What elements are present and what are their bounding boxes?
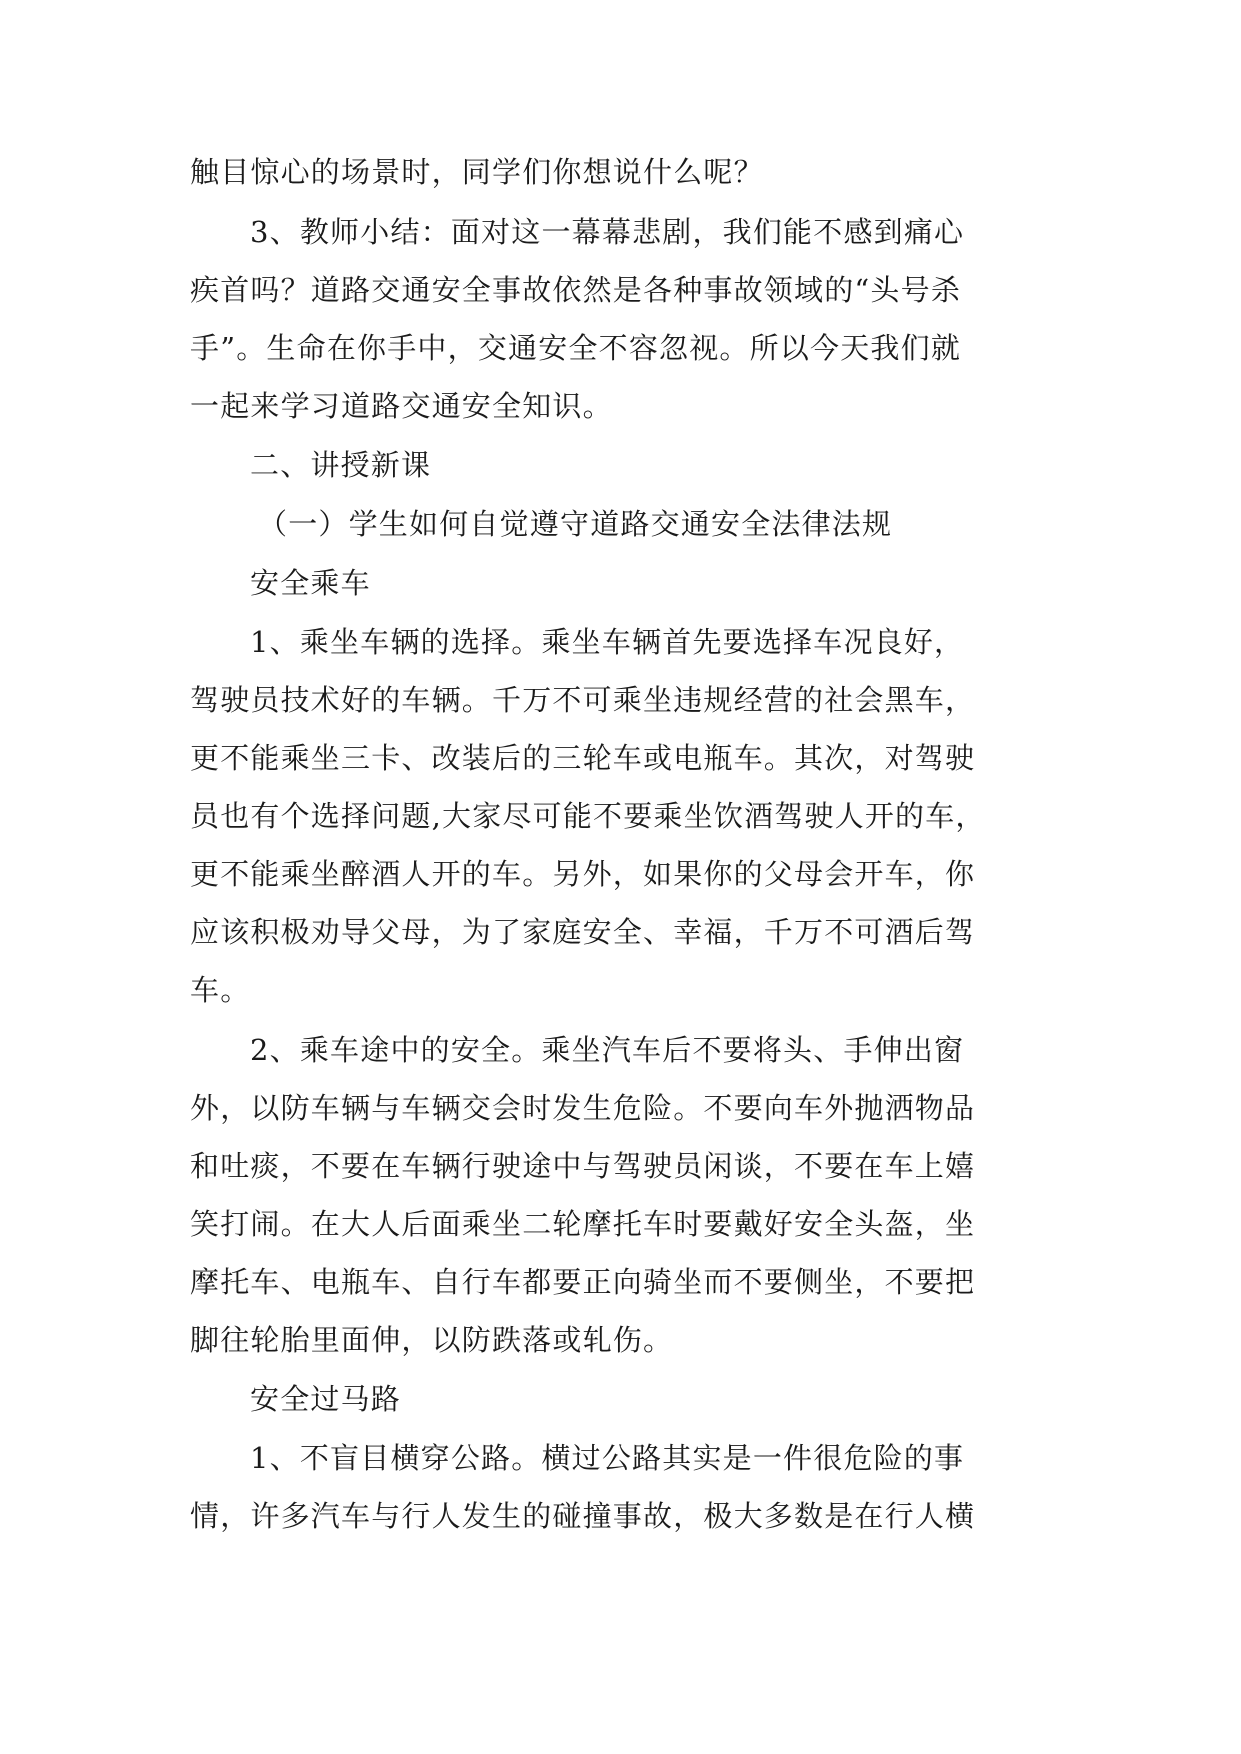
text-line: 摩托车、电瓶车、自行车都要正向骑坐而不要侧坐，不要把 [190, 1265, 976, 1299]
text-line: 员也有个选择问题,大家尽可能不要乘坐饮酒驾驶人开的车， [190, 799, 986, 833]
text-line: 1、不盲目横穿公路。横过公路其实是一件很危险的事 [250, 1441, 965, 1475]
section-heading: 二、讲授新课 [250, 448, 432, 482]
text-line: 触目惊心的场景时，同学们你想说什么呢？ [190, 155, 764, 189]
subsection-heading: （一）学生如何自觉遵守道路交通安全法律法规 [258, 507, 893, 541]
text-line: 一起来学习道路交通安全知识。 [190, 389, 613, 423]
text-line: 外，以防车辆与车辆交会时发生危险。不要向车外抛洒物品 [190, 1091, 976, 1125]
text-line: 疾首吗？道路交通安全事故依然是各种事故领域的“头号杀 [190, 273, 962, 307]
text-line: 应该积极劝导父母，为了家庭安全、幸福，千万不可酒后驾 [190, 915, 976, 949]
text-line: 2、乘车途中的安全。乘坐汽车后不要将头、手伸出窗 [250, 1033, 965, 1067]
text-line: 1、乘坐车辆的选择。乘坐车辆首先要选择车况良好， [250, 625, 965, 659]
text-line: 和吐痰，不要在车辆行驶途中与驾驶员闲谈，不要在车上嬉 [190, 1149, 976, 1183]
text-line: 笑打闹。在大人后面乘坐二轮摩托车时要戴好安全头盔，坐 [190, 1207, 976, 1241]
text-line: 更不能乘坐三卡、改装后的三轮车或电瓶车。其次，对驾驶 [190, 741, 976, 775]
text-line: 驾驶员技术好的车辆。千万不可乘坐违规经营的社会黑车， [190, 683, 976, 717]
text-line: 手”。生命在你手中，交通安全不容忽视。所以今天我们就 [190, 331, 962, 365]
text-line: 3、教师小结：面对这一幕幕悲剧，我们能不感到痛心 [250, 215, 965, 249]
text-line: 情，许多汽车与行人发生的碰撞事故，极大多数是在行人横 [190, 1499, 976, 1533]
text-line: 脚往轮胎里面伸，以防跌落或轧伤。 [190, 1323, 674, 1357]
text-line: 车。 [190, 973, 251, 1007]
topic-heading: 安全乘车 [250, 566, 371, 600]
topic-heading: 安全过马路 [250, 1382, 402, 1416]
text-line: 更不能乘坐醉酒人开的车。另外，如果你的父母会开车，你 [190, 857, 976, 891]
